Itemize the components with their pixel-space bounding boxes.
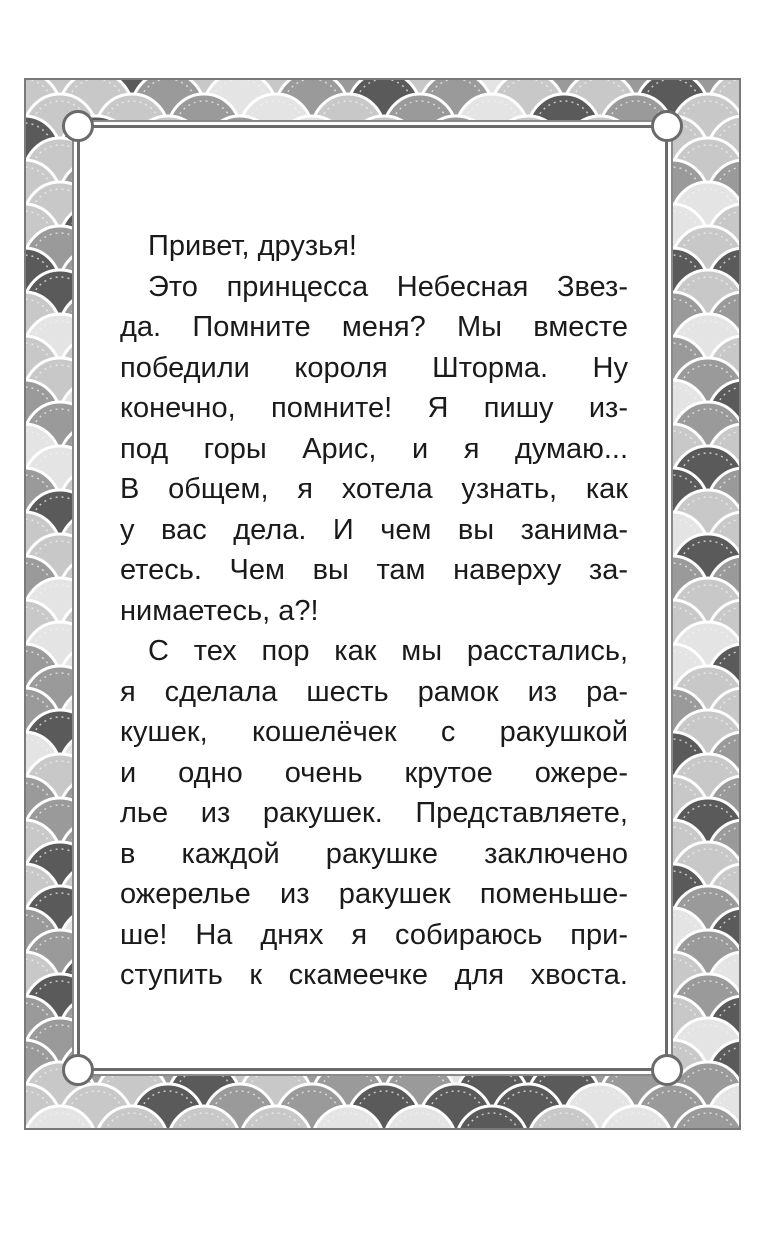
text-line: конечно, помните! Я пишу из-	[120, 392, 628, 424]
text-line: етесь. Чем вы там наверху за-	[120, 554, 628, 586]
text-line: под горы Арис, и я думаю...	[120, 432, 628, 465]
text-line: и одно очень крутое ожере-	[120, 756, 628, 789]
letter-text	[120, 226, 628, 996]
text-line: ше! На днях я собираюсь при-	[120, 918, 628, 951]
text-line: да. Помните меня? Мы вместе	[120, 311, 628, 343]
text-line: ступить к скамеечке для хвоста.	[120, 959, 628, 991]
text-line: Это принцесса Небесная Звез-	[148, 270, 628, 303]
text-line: я сделала шесть рамок из ра-	[120, 675, 628, 708]
text-line: в каждой ракушке заключено	[120, 837, 628, 870]
letter-paragraph-2	[120, 631, 628, 996]
text-line: лье из ракушек. Представляете,	[120, 797, 628, 829]
letter-paragraph-1	[120, 267, 628, 632]
text-line: Привет, друзья!	[148, 230, 357, 262]
text-line: С тех пор как мы расстались,	[148, 635, 628, 667]
letter-panel	[80, 128, 665, 1068]
text-line: В общем, я хотела узнать, как	[120, 473, 628, 505]
panel-corner-ornament	[62, 1054, 94, 1086]
panel-corner-ornament	[651, 110, 683, 142]
panel-corner-ornament	[62, 110, 94, 142]
text-line: у вас дела. И чем вы занима-	[120, 513, 628, 546]
text-line: кушек, кошелёчек с ракушкой	[120, 716, 628, 748]
text-line: победили короля Шторма. Ну	[120, 351, 628, 384]
letter-greeting	[120, 226, 628, 267]
text-line: ожерелье из ракушек поменьше-	[120, 878, 628, 910]
panel-corner-ornament	[651, 1054, 683, 1086]
text-line: нимаетесь, а?!	[120, 594, 319, 627]
